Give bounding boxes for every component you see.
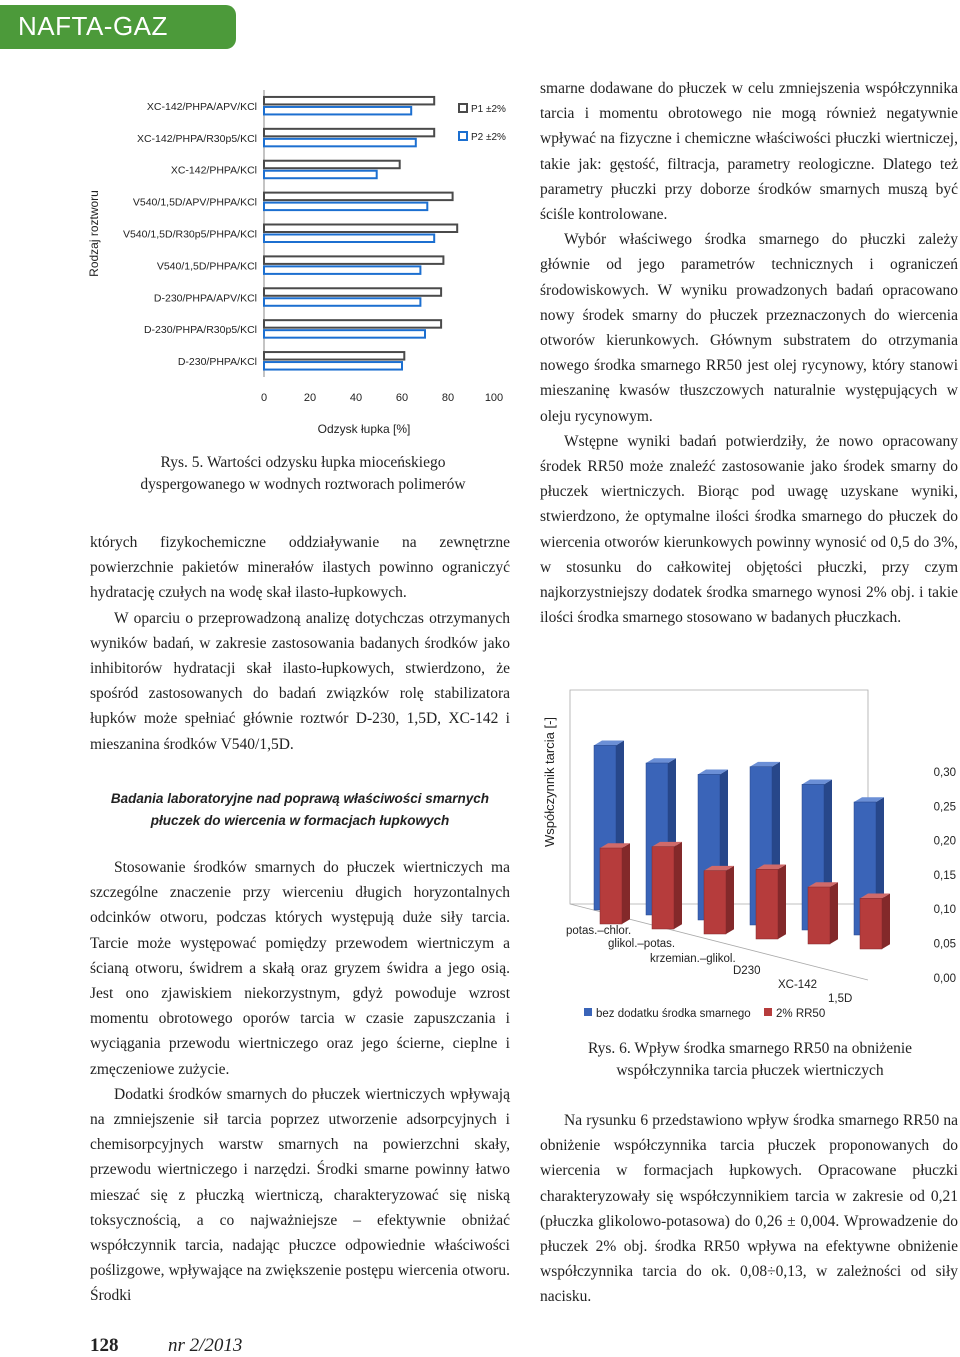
category-label: XC-142 bbox=[778, 979, 817, 991]
issue-label: nr 2/2013 bbox=[168, 1335, 243, 1356]
x-tick-label: 0 bbox=[260, 392, 268, 404]
category-label: potas.–chlor. bbox=[566, 925, 632, 937]
paragraph: Dodatki środków smarnych do płuczek wiertniczych wpływają na zmniejszenie sił tarcia poprzez utworzenie adsorpcyjnych i chemisorpcyjnych warstw smarnych na powierzchni skały, przewodu wiertniczego i narzędzi. Środki smarne powinny łatwo mieszać się z płuczką wiertniczą, charakteryzować się niską toksycznością, a co najważniejsze – efektywnie obniżać współczynnik tarcia, nadając płuczce odpowiednie właściwości poślizgowe, wpływające na zwiększenie postępu wiercenia otworu. Środki bbox=[90, 1085, 510, 1305]
category-label: D-230/PHPA/KCl bbox=[177, 356, 257, 369]
bar-p2 bbox=[264, 330, 425, 338]
legend-swatch bbox=[459, 104, 467, 112]
bar-side bbox=[622, 843, 630, 924]
y-tick-label: 0,10 bbox=[933, 904, 956, 917]
y-tick-label: 0,15 bbox=[933, 869, 956, 882]
category-label: glikol.–potas. bbox=[608, 938, 676, 950]
bar-p2 bbox=[264, 266, 420, 274]
bar-rr50 bbox=[808, 887, 830, 944]
bar-p1 bbox=[264, 161, 400, 169]
figure6-chart bbox=[538, 682, 960, 1027]
journal-title: NAFTA-GAZ bbox=[18, 11, 168, 41]
bar-p2 bbox=[264, 139, 416, 147]
bar-p1 bbox=[264, 193, 453, 201]
bar-side bbox=[882, 894, 890, 949]
category-label: D-230/PHPA/R30p5/KCl bbox=[143, 324, 257, 337]
bar-side bbox=[830, 882, 838, 944]
bar-p1 bbox=[264, 352, 404, 360]
left-column-bottom bbox=[90, 855, 510, 1309]
legend-label: bez dodatku środka smarnego bbox=[596, 1008, 751, 1020]
bar-side bbox=[726, 866, 734, 934]
bar-rr50 bbox=[860, 898, 882, 949]
y-axis-title: Rodzaj roztworu bbox=[87, 190, 101, 277]
category-label: krzemian.–glikol. bbox=[650, 953, 736, 965]
figure5-caption: Rys. 5. Wartości odzysku łupka mioceńskiego dyspergowanego w wodnych roztworach polimerów bbox=[140, 454, 466, 493]
bar-p2 bbox=[264, 171, 377, 179]
x-tick-label: 100 bbox=[484, 392, 504, 404]
x-tick-label: 40 bbox=[349, 392, 363, 404]
legend-label: P2 ±2% bbox=[471, 132, 506, 143]
bar-p2 bbox=[264, 298, 420, 306]
category-label: XC-142/PHPA/R30p5/KCl bbox=[136, 132, 257, 145]
bar-p1 bbox=[264, 320, 441, 328]
bar-p2 bbox=[264, 203, 427, 211]
section-title: Badania laboratoryjne nad poprawą właściwości smarnych płuczek do wiercenia w formacjach łupkowych bbox=[110, 791, 490, 828]
legend-label: 2% RR50 bbox=[776, 1008, 826, 1020]
paragraph: których fizykochemiczne oddziaływanie na zewnętrzne powierzchnie pakietów minerałów ilastych powinno ograniczyć hydratację czułych na wodę skał ilasto-łupkowych. bbox=[90, 534, 510, 602]
figure5-chart bbox=[80, 80, 520, 440]
category-label: XC-142/PHPA/KCl bbox=[170, 164, 257, 177]
x-tick-label: 60 bbox=[395, 392, 409, 404]
x-tick-label: 20 bbox=[303, 392, 317, 404]
legend-swatch bbox=[764, 1008, 772, 1016]
bar-p2 bbox=[264, 107, 411, 115]
right-column-top bbox=[540, 76, 958, 630]
page-number: 128 bbox=[90, 1335, 119, 1356]
bar-p1 bbox=[264, 288, 441, 296]
bar-p1 bbox=[264, 256, 443, 264]
bar-side bbox=[778, 865, 786, 939]
category-label: D-230/PHPA/APV/KCl bbox=[153, 292, 257, 305]
right-column-bottom bbox=[540, 1108, 958, 1310]
bar-p1 bbox=[264, 97, 434, 105]
bar-p1 bbox=[264, 225, 457, 233]
bar-p2 bbox=[264, 235, 434, 243]
paragraph: Na rysunku 6 przedstawiono wpływ środka smarnego RR50 na obniżenie współczynnika tarcia płuczek proponowanych do wiercenia w formacjach łupkowych. Opracowane płuczki charakteryzowały się współczynnikiem tarcia w zakresie od 0,21 (płuczka glikolowo-potasowa) do 0,26 ± 0,004. Wprowadzenie do płuczek 2% obj. środka RR50 wpływa na efektywne obniżenie współczynnika tarcia do ok. 0,08÷0,13, w zależności od siły nacisku. bbox=[540, 1112, 958, 1306]
y-tick-label: 0,20 bbox=[933, 835, 956, 848]
y-tick-label: 0,30 bbox=[933, 767, 956, 779]
paragraph: W oparciu o przeprowadzoną analizę dotychczas otrzymanych wyników badań, w zakresie zastosowania badanych środków jako inhibitorów hydratacji skał ilasto-łupkowych, stwierdzono, że spośród zastosowanych do badań związków rolę stabilizatora łupków może spełniać głównie roztwór D-230, 1,5D, XC-142 i mieszanina środków V540/1,5D. bbox=[90, 609, 510, 753]
bar-side bbox=[674, 842, 682, 929]
bar-rr50 bbox=[756, 869, 778, 939]
bar-p1 bbox=[264, 129, 434, 137]
paragraph: Stosowanie środków smarnych do płuczek wiertniczych ma szczególne znaczenie przy wierceniu długich horyzontalnych odcinków otworu, podczas których występują duże siły tarcia. Tarcie może występować pomiędzy przewodem wiertniczym a ścianą otworu, świdrem a skałą oraz gryzem świdra a jego osią. Jest ono zjawiskiem niekorzystnym, gdyż powoduje wzrost momentu obrotowego oporów tarcia w czasie zapuszczania i wyciągania przewodu wiertniczego oraz jego ścierne, cieplne i zmęczeniowe zużycie. bbox=[90, 859, 510, 1078]
legend-swatch bbox=[459, 132, 467, 140]
y-tick-label: 0,05 bbox=[933, 938, 956, 951]
y-axis-title: Współczynnik tarcia [-] bbox=[542, 716, 557, 848]
bar-rr50 bbox=[600, 848, 622, 924]
x-axis-title: Odzysk łupka [%] bbox=[317, 422, 411, 436]
category-label: 1,5D bbox=[828, 993, 853, 1005]
paragraph: Wstępne wyniki badań potwierdziły, że nowo opracowany środek RR50 może znaleźć zastosowanie jako środek smarny do płuczek wiertniczych. Biorąc pod uwagę uzyskane wyniki, stwierdzono, że optymalne ilości środka smarnego do płuczek do wiercenia otworów kierunkowych powinny wynosić od 0,5 do 3%, w stosunku do całkowitej objętości płuczki, przy czym najkorzystniejszy dodatek środka smarnego wynosi 2% obj. i takie ilości środka smarnego stosowano w badanych płuczkach. bbox=[540, 432, 958, 627]
bar-p2 bbox=[264, 362, 402, 370]
category-label: V540/1,5D/APV/PHPA/KCl bbox=[132, 196, 257, 209]
y-tick-label: 0,00 bbox=[933, 972, 956, 985]
category-label: V540/1,5D/PHPA/KCl bbox=[156, 260, 257, 273]
category-label: XC-142/PHPA/APV/KCl bbox=[146, 100, 257, 113]
y-tick-label: 0,25 bbox=[933, 801, 956, 814]
paragraph: smarne dodawane do płuczek w celu zmniejszenia współczynnika tarcia i momentu obrotowego nie mogą również negatywnie wpływać na fizyczne i chemiczne właściwości płuczki wiertniczej, takie jak: gęstość, filtracja, parametry reologiczne. Dlatego też parametry płuczki przy doborze środków smarnych muszą być ściśle kontrolowane. bbox=[540, 80, 958, 224]
x-tick-label: 80 bbox=[441, 392, 455, 404]
left-column-top bbox=[90, 530, 510, 757]
figure6-caption: Rys. 6. Wpływ środka smarnego RR50 na obniżenie współczynnika tarcia płuczek wiertniczych bbox=[587, 1040, 913, 1079]
paragraph: Wybór właściwego środka smarnego do płuczki zależy głównie od jego parametrów technicznych i ograniczeń środowiskowych. W wyniku prowadzonych badań opracowano nowy środek smarny do płuczek przeznaczonych do wiercenia otworów kierunkowych. Głównym substratem do otrzymania nowego środka smarnego RR50 jest olej rycynowy, który stanowi mieszaninę kwasów tłuszczowych naturalnie występujących w oleju rycynowym. bbox=[540, 231, 958, 425]
bar-rr50 bbox=[652, 847, 674, 929]
category-label: D230 bbox=[733, 965, 761, 977]
category-label: V540/1,5D/R30p5/PHPA/KCl bbox=[122, 228, 257, 241]
bar-rr50 bbox=[704, 871, 726, 934]
journal-header bbox=[0, 5, 236, 49]
legend-swatch bbox=[584, 1008, 592, 1016]
legend-label: P1 ±2% bbox=[471, 104, 506, 115]
